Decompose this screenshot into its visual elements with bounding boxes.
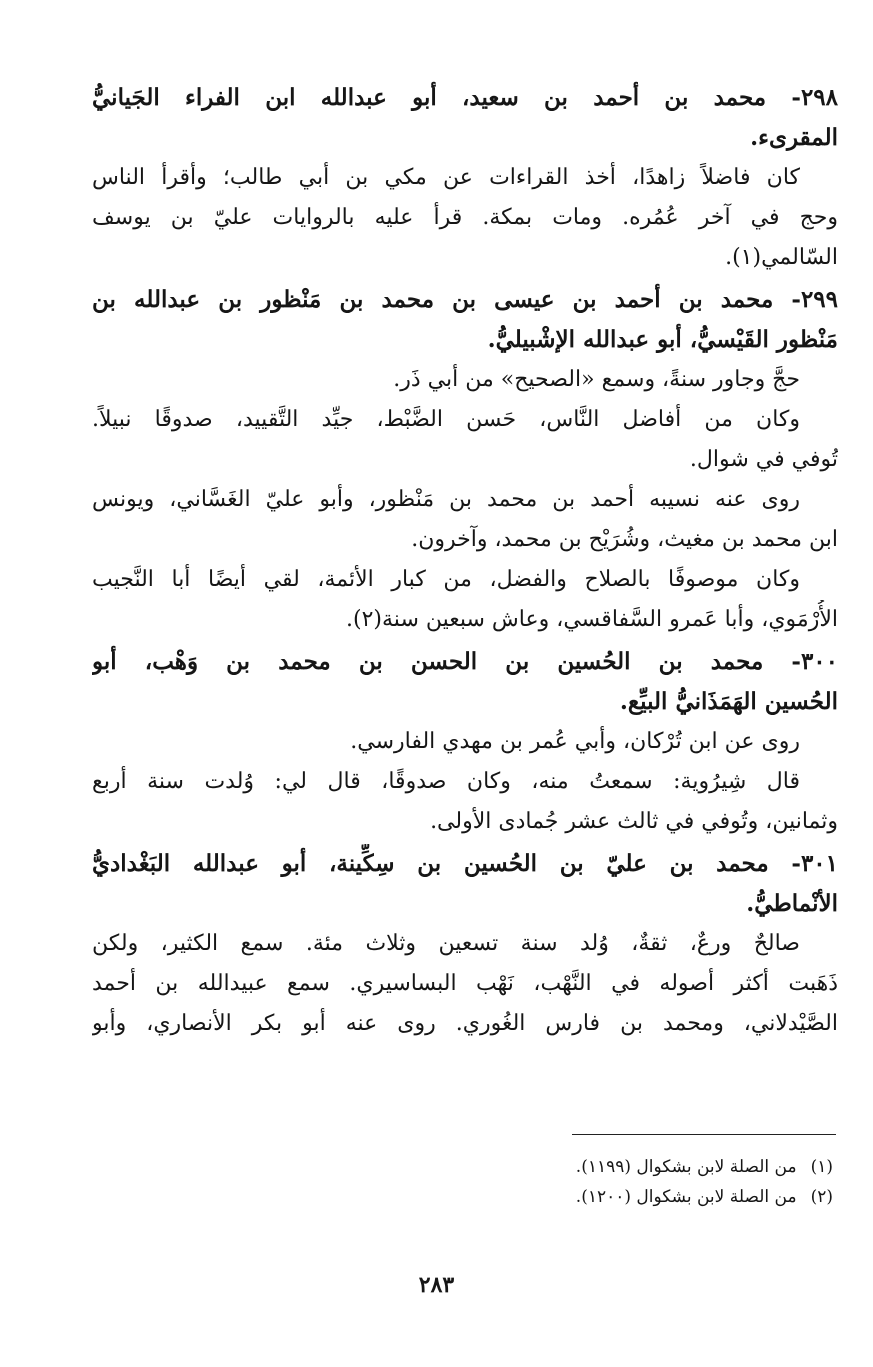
footnote-text: من الصلة لابن بشكوال (١٢٠٠). — [575, 1187, 797, 1207]
paragraph-line: الصَّيْدلاني، ومحمد بن فارس الغُوري. روى عنه أبو بكر الأنصاري، وأبو — [92, 1011, 838, 1036]
entry-heading-line: ٢٩٩- محمد بن أحمد بن عيسى بن محمد بن مَنْظور بن عبدالله بن — [92, 286, 838, 313]
entry-heading-line: الحُسين الهَمَذَانيُّ البيِّع. — [619, 688, 838, 715]
entry-300 — [92, 642, 838, 842]
footnote-text: من الصلة لابن بشكوال (١١٩٩). — [575, 1157, 797, 1177]
footnote — [533, 1182, 833, 1212]
paragraph-line: وحج في آخر عُمُره. ومات بمكة. قرأ عليه بالروايات عليّ بن يوسف — [92, 205, 838, 230]
paragraph-line: ذَهَبت أكثر أصوله في النَّهْب، نَهْب البساسيري. سمع عبيدالله بن أحمد — [92, 971, 838, 996]
paragraph-line: تُوفي في شوال. — [689, 447, 838, 472]
footnote-divider — [572, 1134, 836, 1135]
footnote — [533, 1152, 833, 1182]
entry-301 — [92, 844, 838, 1044]
paragraph-line: كان فاضلاً زاهدًا، أخذ القراءات عن مكي بن أبي طالب؛ وأقرأ الناس — [92, 165, 800, 190]
paragraph-line: صالحٌ ورعٌ، ثقةٌ، وُلد سنة تسعين وثلاث مئة. سمع الكثير، ولكن — [92, 931, 800, 956]
paragraph-line: روى عنه نسيبه أحمد بن محمد بن مَنْظور، وأبو عليّ الغَسَّاني، ويونس — [92, 487, 800, 512]
footnote-number: (١) — [810, 1157, 833, 1177]
entry-299 — [92, 280, 838, 640]
entry-heading-line: ٢٩٨- محمد بن أحمد بن سعيد، أبو عبدالله ابن الفراء الجَيانيُّ — [92, 84, 838, 111]
paragraph-line: قال شِيرُوية: سمعتُ منه، وكان صدوقًا، قال لي: وُلدت سنة أربع — [92, 769, 800, 794]
footnote-number: (٢) — [810, 1187, 833, 1207]
paragraph-line: روى عن ابن تُرْكان، وأبي عُمر بن مهدي الفارسي. — [350, 729, 800, 754]
paragraph-line: وثمانين، وتُوفي في ثالث عشر جُمادى الأولى. — [430, 809, 838, 834]
paragraph-line: حجَّ وجاور سنةً، وسمع «الصحيح» من أبي ذَر. — [393, 367, 800, 392]
footnotes — [533, 1152, 833, 1212]
entry-heading-line: ٣٠١- محمد بن عليّ بن الحُسين بن سِكِّينة، أبو عبدالله البَغْداديُّ — [92, 850, 838, 877]
entry-heading-line: مَنْظور القَيْسيُّ، أبو عبدالله الإشْبيليُّ. — [487, 326, 838, 353]
entry-heading-line: المقرىء. — [750, 124, 838, 151]
entry-298 — [92, 78, 838, 278]
paragraph-line: وكان موصوفًا بالصلاح والفضل، من كبار الأئمة، لقي أيضًا أبا النَّجيب — [92, 567, 800, 592]
main-text — [92, 78, 838, 1046]
page-number: ٢٨٣ — [418, 1272, 455, 1298]
entry-heading-line: ٣٠٠- محمد بن الحُسين بن الحسن بن محمد بن وَهْب، أبو — [92, 648, 838, 675]
paragraph-line: الأُرْمَوي، وأبا عَمرو السَّفاقسي، وعاش سبعين سنة(٢). — [346, 607, 838, 632]
paragraph-line: وكان من أفاضل النَّاس، حَسن الضَّبْط، جيِّد التَّقييد، صدوقًا نبيلاً. — [92, 407, 800, 432]
paragraph-line: ابن محمد بن مغيث، وشُرَيْح بن محمد، وآخرون. — [411, 527, 838, 552]
paragraph-line: السّالمي(١). — [725, 245, 838, 270]
entry-heading-line: الأنْماطيُّ. — [746, 890, 838, 917]
